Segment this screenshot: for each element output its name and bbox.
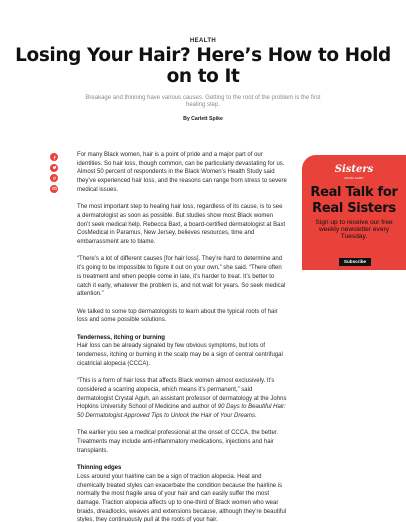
social-share-bar bbox=[50, 153, 59, 195]
section-heading: Thinning edges bbox=[77, 465, 122, 472]
facebook-icon[interactable] bbox=[50, 153, 58, 161]
article-paragraph bbox=[77, 377, 287, 421]
article-body bbox=[77, 151, 287, 522]
twitter-icon[interactable] bbox=[50, 164, 58, 172]
article-paragraph: “There’s a lot of different causes [for hair loss]. They’re hard to determine and it’s going to be impossible to figure it out on your own,” she said. “There often is treatment and when people come in late, it’s harder to treat. It’s better to catch it early, whatever the problem is, and not wait for years. So seek medical attention.” bbox=[77, 256, 286, 298]
quote-end: . bbox=[255, 413, 257, 420]
ad-brand-sub: FROM AARP bbox=[344, 176, 364, 180]
dek: Breakage and thinning have various causes. Getting to the root of the problem is the first healing step. bbox=[85, 95, 321, 109]
article-paragraph: Loss around your hairline can be a sign of traction alopecia. Heat and chemically treated styles can exacerbate the condition because the hairline is normally the most fragile area of your hair and can easily suffer the most damage. Traction alopecia affects up to one-third of Black women who wear braids, dreadlocks, weaves and extensions because, although they’re beautiful styles, they continuously pull at the roots of your hair. bbox=[77, 473, 287, 522]
quote-text: “This is a form of hair loss that affects Black women almost exclusively. It’s considered a scarring alopecia, which means it’s permanent,” said dermatologist Crystal Aguh, an assistant professor of dermatology at the Johns Hopkins University School of Medicine and author of bbox=[77, 378, 287, 411]
pinterest-icon[interactable] bbox=[50, 174, 58, 182]
article-paragraph: The earlier you see a medical professional at the onset of CCCA, the better. Treatments may include anti-inflammatory medications, injections and hair transplants. bbox=[77, 430, 279, 454]
ad-body: Sign up to receive our free weekly newsletter every Tuesday. bbox=[315, 219, 393, 241]
email-icon[interactable] bbox=[50, 185, 58, 193]
article-paragraph: The most important step to healing hair loss, regardless of its cause, is to see a dermatologist as soon as possible. But studies show most Black women don’t seek medical help. Rebecca Baxt, a board-certified dermatologist at Baxt CosMedical in Paramus, New Jersey, believes resources, time and embarrassment are to blame. bbox=[77, 204, 286, 246]
ad-brand: Sisters bbox=[334, 164, 374, 175]
article-paragraph: Hair loss can be already signaled by few obvious symptoms, but lots of tenderness, itching or burning in the scalp may be a sign of central centrifugal cicatricial alopecia (CCCA). bbox=[77, 343, 283, 367]
category-label[interactable]: HEALTH bbox=[189, 38, 217, 44]
headline: Losing Your Hair? Here’s How to Hold on to It bbox=[15, 45, 391, 87]
ad-title: Real Talk for Real Sisters bbox=[310, 185, 398, 216]
book-title: 90 Days to Beautiful Hair: 50 Dermatologist Approved Tips to Unlock the Hair of Your Dreams bbox=[77, 404, 286, 420]
byline[interactable]: By Carlett Spike bbox=[183, 116, 223, 122]
section-heading: Tenderness, itching or burning bbox=[77, 334, 165, 341]
article-paragraph: We talked to some top dermatologists to learn about the typical roots of hair loss and some possible solutions. bbox=[77, 308, 278, 324]
article-paragraph: For many Black women, hair is a point of pride and a major part of our identities. So hair loss, though common, can be particularly devastating for us. Almost 50 percent of respondents in the Black Women’s Health Study said they’ve experienced hair loss, and the reasons can range from stress to severe medical issues. bbox=[77, 152, 287, 193]
sisters-logo bbox=[302, 159, 406, 180]
subscribe-button[interactable]: Subscribe bbox=[339, 258, 371, 266]
newsletter-ad[interactable] bbox=[302, 155, 406, 270]
